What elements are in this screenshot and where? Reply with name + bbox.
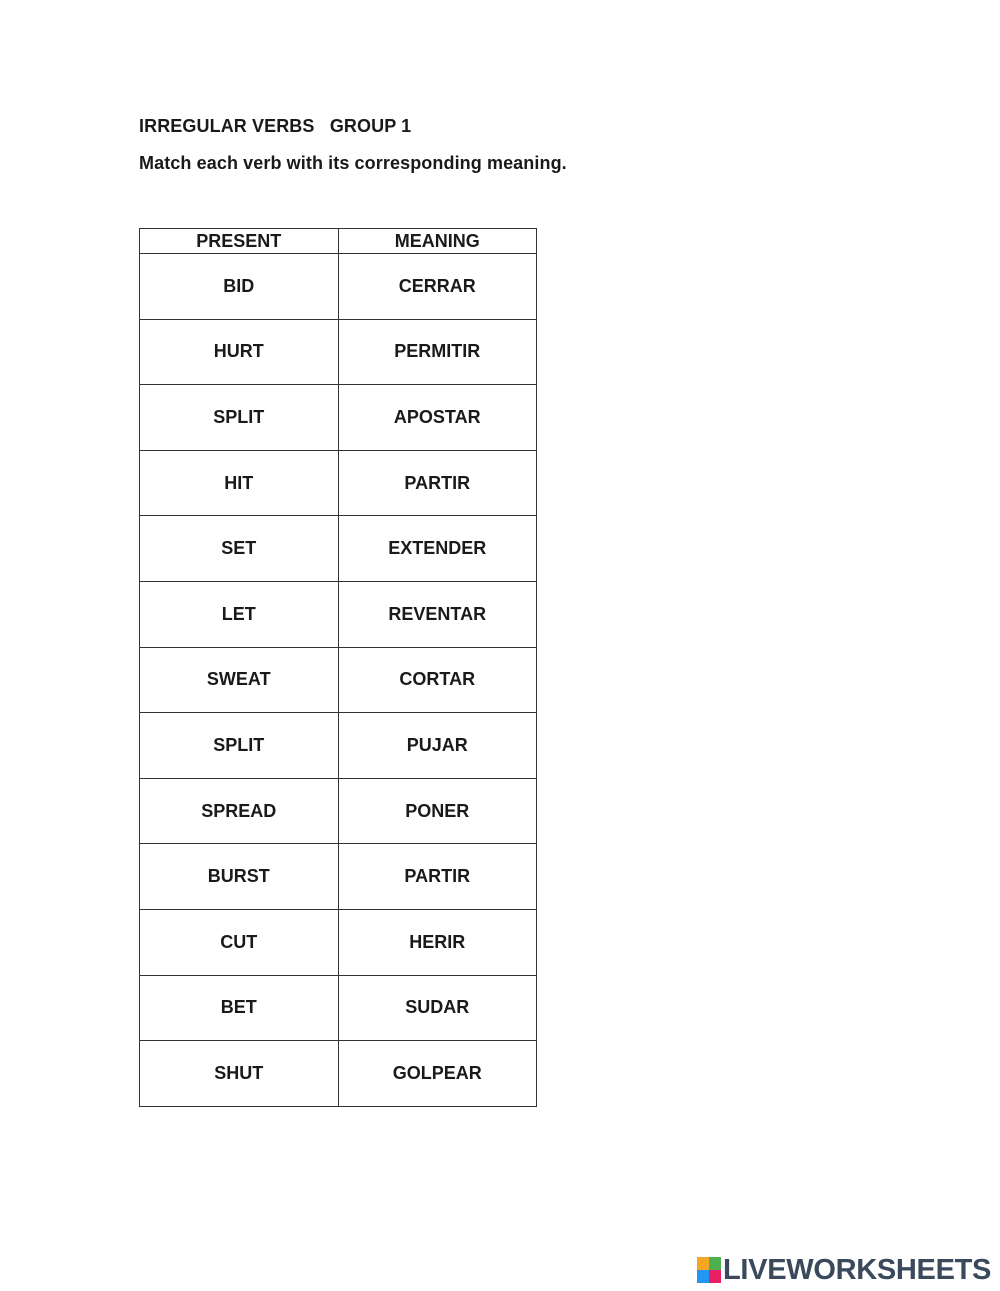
table-row bbox=[140, 778, 537, 844]
present-cell: SPLIT bbox=[140, 385, 339, 451]
table-row bbox=[140, 319, 537, 385]
meaning-cell: CERRAR bbox=[338, 254, 537, 320]
column-header-meaning: MEANING bbox=[338, 229, 537, 254]
present-cell: CUT bbox=[140, 909, 339, 975]
present-cell: SET bbox=[140, 516, 339, 582]
present-cell: SPLIT bbox=[140, 713, 339, 779]
meaning-cell: EXTENDER bbox=[338, 516, 537, 582]
table-row bbox=[140, 254, 537, 320]
table-row bbox=[140, 647, 537, 713]
meaning-cell: PUJAR bbox=[338, 713, 537, 779]
meaning-cell: PONER bbox=[338, 778, 537, 844]
meaning-cell: REVENTAR bbox=[338, 581, 537, 647]
logo-block-3 bbox=[697, 1270, 709, 1283]
meaning-cell: PERMITIR bbox=[338, 319, 537, 385]
logo-block-4 bbox=[709, 1270, 721, 1283]
present-cell: SWEAT bbox=[140, 647, 339, 713]
present-cell: BURST bbox=[140, 844, 339, 910]
meaning-cell: PARTIR bbox=[338, 844, 537, 910]
table-row bbox=[140, 516, 537, 582]
logo-block-1 bbox=[697, 1257, 709, 1270]
present-cell: BID bbox=[140, 254, 339, 320]
liveworksheets-logo bbox=[697, 1254, 991, 1286]
table-row bbox=[140, 713, 537, 779]
worksheet-title: IRREGULAR VERBS GROUP 1 bbox=[139, 116, 412, 136]
meaning-cell: APOSTAR bbox=[338, 385, 537, 451]
present-cell: SHUT bbox=[140, 1041, 339, 1107]
table-row bbox=[140, 909, 537, 975]
meaning-cell: HERIR bbox=[338, 909, 537, 975]
present-cell: SPREAD bbox=[140, 778, 339, 844]
column-header-present: PRESENT bbox=[140, 229, 339, 254]
liveworksheets-mark-icon bbox=[697, 1257, 721, 1283]
worksheet-instruction: Match each verb with its corresponding meaning. bbox=[139, 153, 567, 173]
logo-text: LIVEWORKSHEETS bbox=[723, 1254, 992, 1286]
table-row bbox=[140, 581, 537, 647]
table-row bbox=[140, 450, 537, 516]
meaning-cell: PARTIR bbox=[338, 450, 537, 516]
verbs-table bbox=[139, 228, 537, 1107]
table-header-row bbox=[140, 229, 537, 254]
table-row bbox=[140, 385, 537, 451]
table-row bbox=[140, 975, 537, 1041]
table-row bbox=[140, 1041, 537, 1107]
meaning-cell: SUDAR bbox=[338, 975, 537, 1041]
meaning-cell: GOLPEAR bbox=[338, 1041, 537, 1107]
logo-block-2 bbox=[709, 1257, 721, 1270]
present-cell: HURT bbox=[140, 319, 339, 385]
present-cell: LET bbox=[140, 581, 339, 647]
present-cell: BET bbox=[140, 975, 339, 1041]
meaning-cell: CORTAR bbox=[338, 647, 537, 713]
present-cell: HIT bbox=[140, 450, 339, 516]
table-row bbox=[140, 844, 537, 910]
